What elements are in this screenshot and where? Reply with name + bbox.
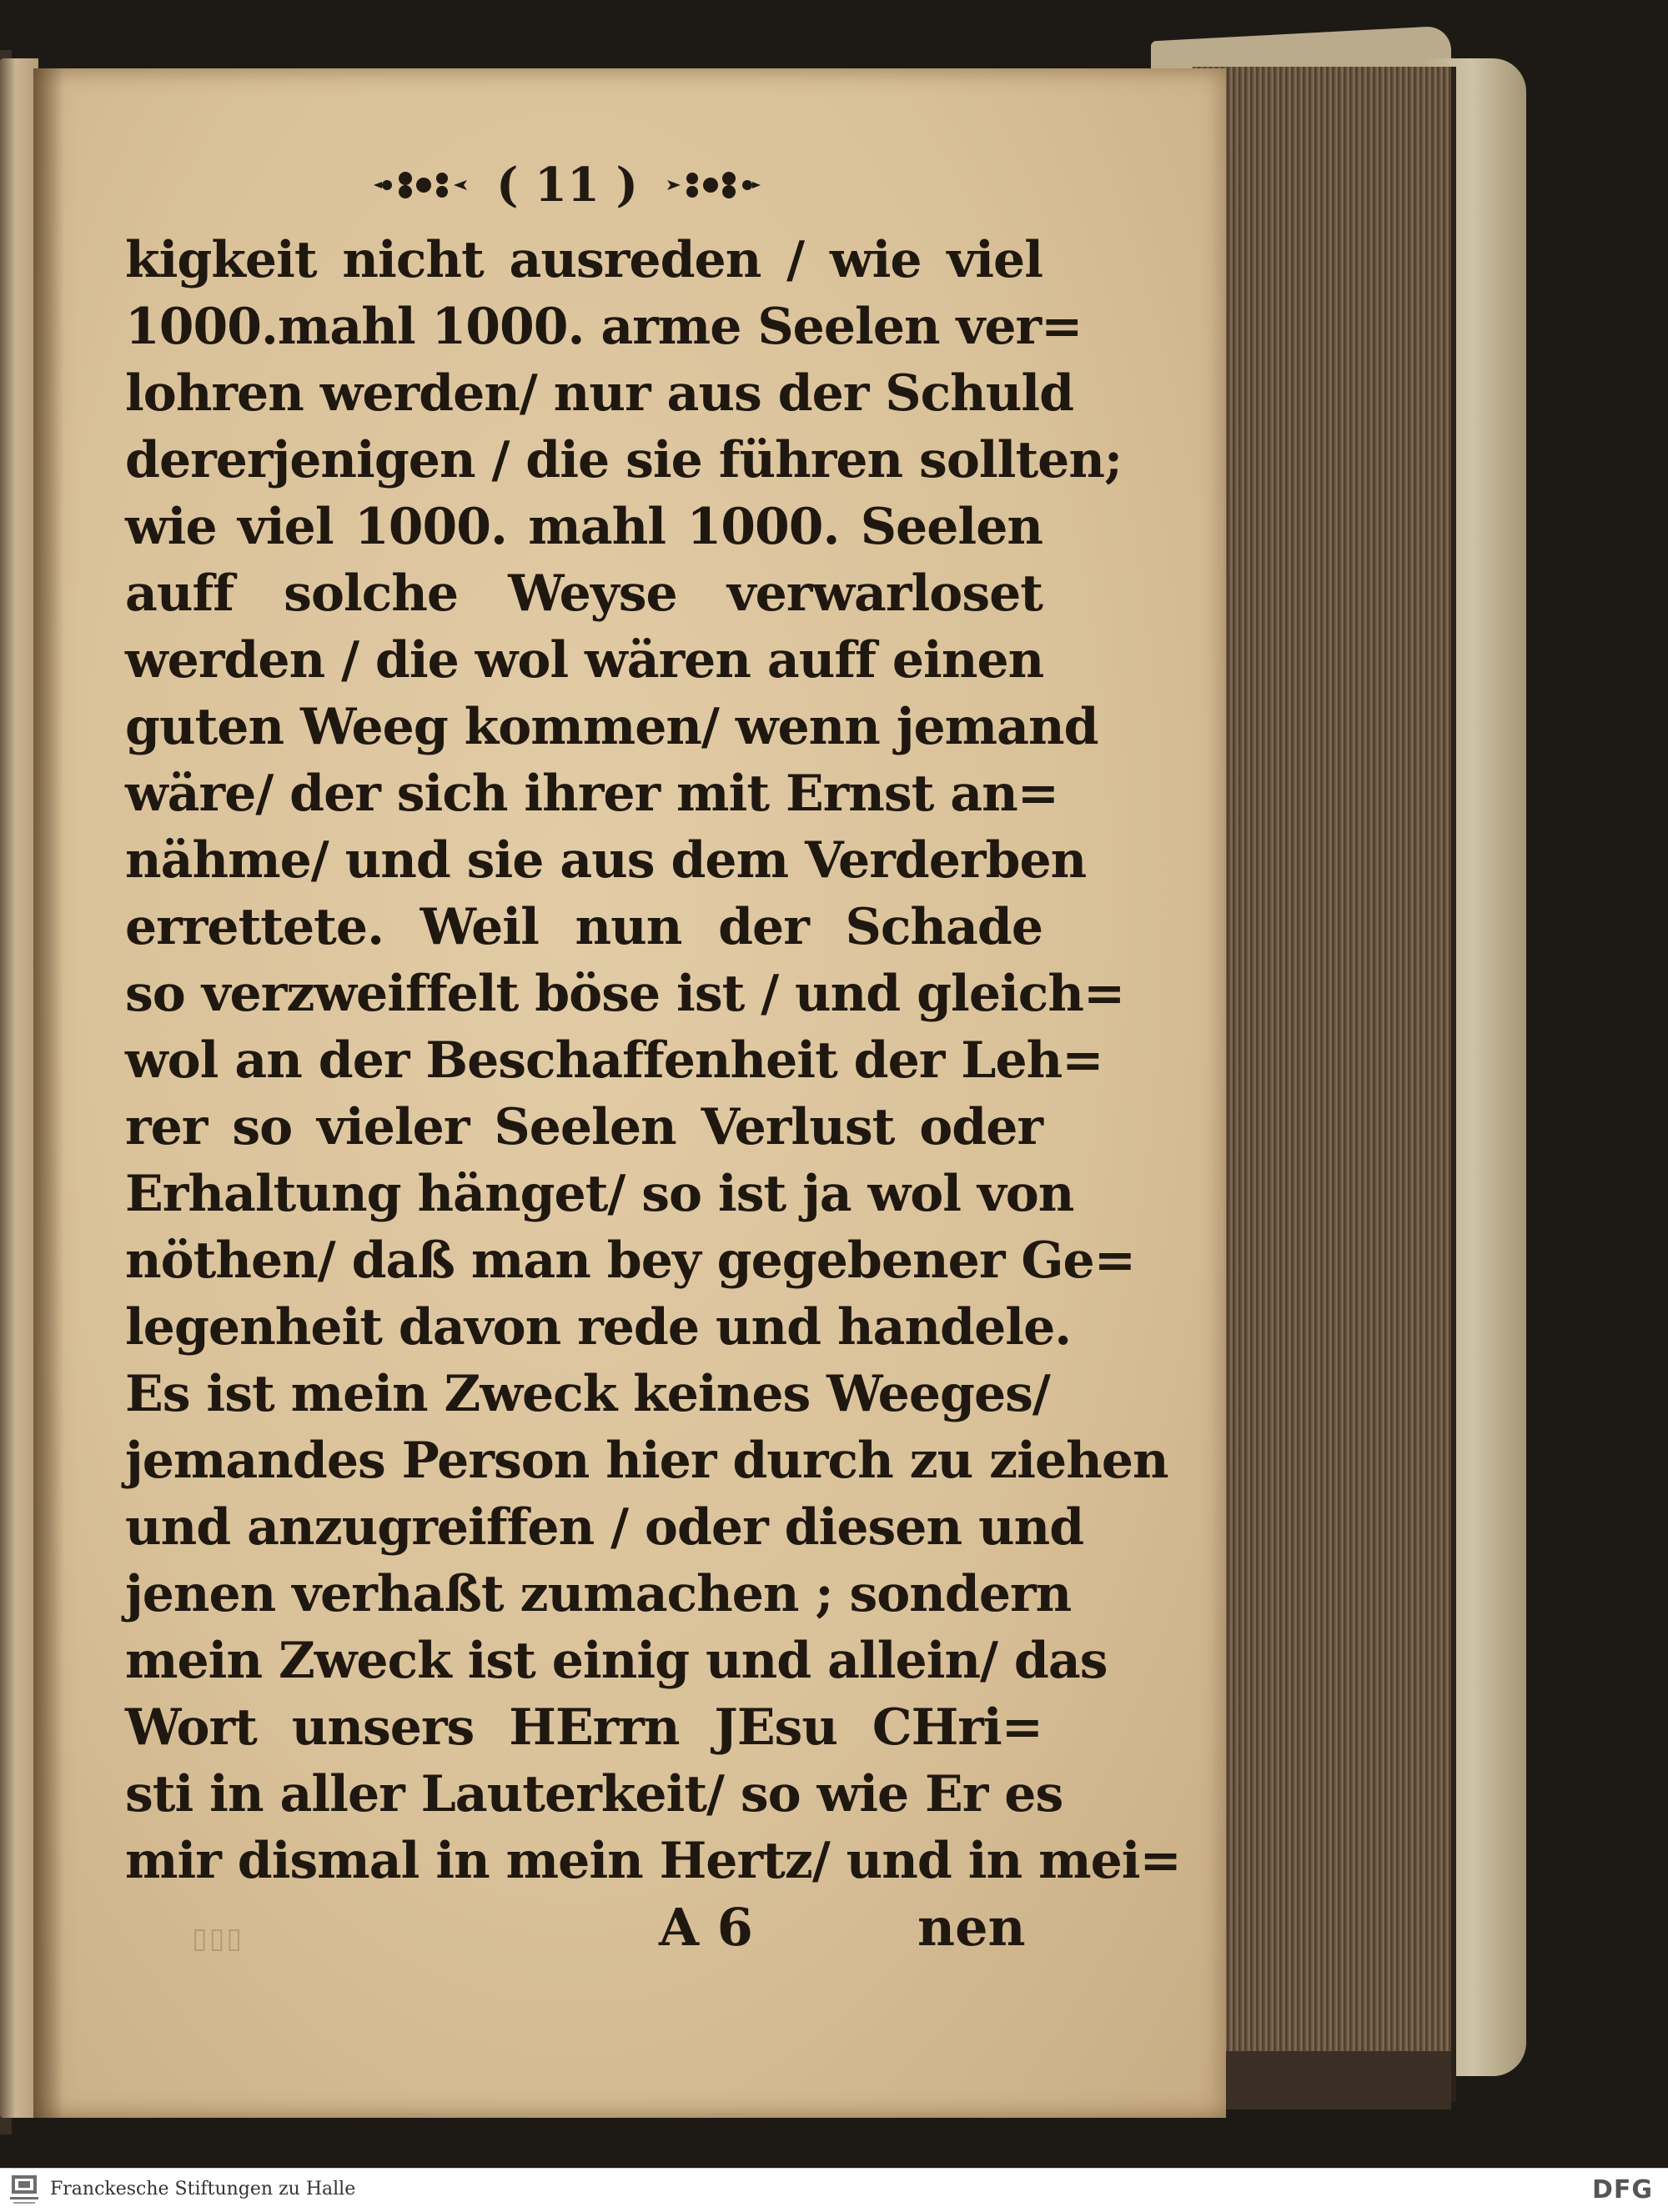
text-line: dererjenigen / die sie führen sollten; [125,431,1123,489]
page-gutter-shadow [33,68,63,2118]
right-ornament-icon [664,167,764,203]
text-line: sti in aller Lauterkeit/ so wie Er es [125,1765,1063,1823]
text-line: werden / die wol wären auff einen [125,631,1044,690]
signature-mark: A 6 [659,1897,753,1958]
text-line: jenen verhaßt zumachen ; sondern [125,1565,1072,1623]
text-line: nöthen/ daß man bey gegebener Ge= [125,1231,1136,1290]
left-ornament-icon [370,167,470,203]
faint-stamp: ▯▯▯ [192,1922,244,1955]
page-stack-bottom [1193,2051,1451,2109]
text-line: lohren werden/ nur aus der Schuld [125,364,1074,423]
viewer-footer [0,2168,1668,2212]
dfg-logo: DFG [1591,2175,1653,2204]
text-line: Erhaltung hänget/ so ist ja wol von [125,1165,1074,1223]
text-line: legenheit davon rede und handele. [125,1298,1072,1357]
text-line: wol an der Beschaffenheit der Leh= [125,1031,1103,1090]
text-line: mir dismal in mein Hertz/ und in mei= [125,1832,1181,1890]
page-number: ( 11 ) [496,158,638,213]
text-line: nähme/ und sie aus dem Verderben [125,831,1087,890]
text-line: so verzweiffelt böse ist / und gleich= [125,965,1125,1023]
text-line: Es ist mein Zweck keines Weeges/ [125,1365,1050,1423]
institution-name: Franckesche Stiftungen zu Halle [50,2179,356,2199]
text-line: jemandes Person hier durch zu ziehen [125,1432,1168,1490]
text-line: errettete. Weil nun der Schade [125,898,1042,956]
catchword: nen [917,1897,1026,1958]
institution-logo-icon [8,2174,40,2207]
page-text [125,227,1181,1894]
text-line: Wort unsers HErrn JEsu CHri= [125,1698,1042,1757]
text-line: wäre/ der sich ihrer mit Ernst an= [125,765,1059,823]
page-stack-edge [1193,67,1456,2101]
text-line: auff solche Weyse verwarloset [125,564,1042,623]
text-line: guten Weeg kommen/ wenn jemand [125,698,1098,756]
text-line: mein Zweck ist einig und allein/ das [125,1632,1108,1690]
text-line: kigkeit nicht ausreden / wie viel [125,231,1042,289]
text-line: wie viel 1000. mahl 1000. Seelen [125,498,1042,556]
page-header [367,157,767,213]
text-line: und anzugreiffen / oder diesen und [125,1498,1084,1557]
text-line: 1000.mahl 1000. arme Seelen ver= [125,298,1083,356]
text-line: rer so vieler Seelen Verlust oder [125,1098,1042,1156]
